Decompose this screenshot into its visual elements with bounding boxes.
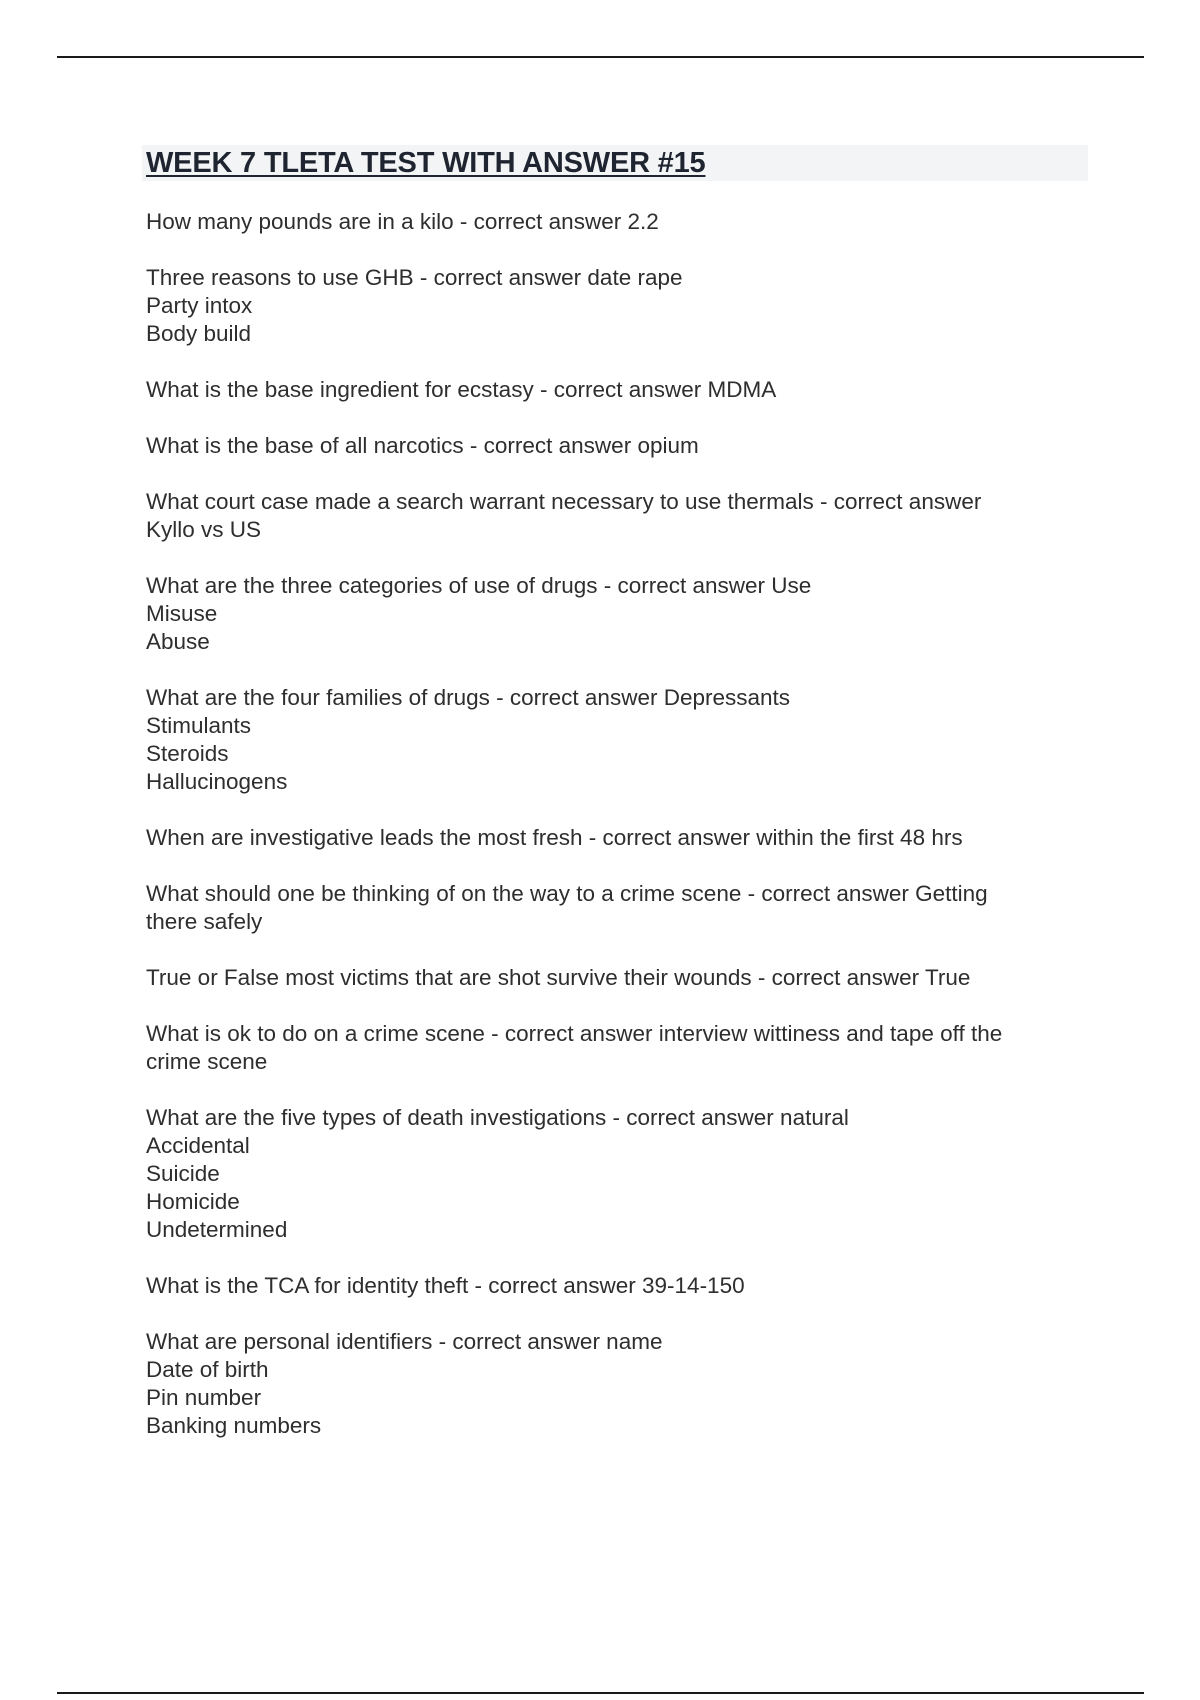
qa-answer-line: Homicide <box>146 1189 240 1214</box>
qa-item <box>146 376 1096 404</box>
header-rule <box>57 56 1144 58</box>
footer-rule <box>57 1692 1144 1694</box>
qa-question: True or False most victims that are shot survive their wounds - correct answer True <box>146 965 971 990</box>
qa-answer-line: Suicide <box>146 1161 220 1186</box>
qa-answer-line: Undetermined <box>146 1217 288 1242</box>
qa-item <box>146 684 1096 796</box>
qa-question: What should one be thinking of on the way to a crime scene - correct answer Getting <box>146 881 988 906</box>
document-title: WEEK 7 TLETA TEST WITH ANSWER #15 <box>146 147 706 179</box>
qa-question: When are investigative leads the most fresh - correct answer within the first 48 hrs <box>146 825 963 850</box>
qa-answer-line: Hallucinogens <box>146 769 288 794</box>
qa-question: What are the four families of drugs - correct answer Depressants <box>146 685 791 710</box>
qa-item <box>146 1020 1096 1076</box>
qa-item <box>146 1104 1096 1244</box>
qa-answer-line: Body build <box>146 321 252 346</box>
qa-item <box>146 208 1096 236</box>
qa-list <box>146 208 1096 1468</box>
qa-item <box>146 1328 1096 1440</box>
qa-answer-line: Accidental <box>146 1133 250 1158</box>
qa-answer-line: Misuse <box>146 601 218 626</box>
qa-answer-line: Steroids <box>146 741 229 766</box>
qa-item <box>146 964 1096 992</box>
qa-question: What is the base of all narcotics - correct answer opium <box>146 433 699 458</box>
qa-question: What are the five types of death investigations - correct answer natural <box>146 1105 849 1130</box>
qa-answer-line: Abuse <box>146 629 210 654</box>
qa-question: What court case made a search warrant necessary to use thermals - correct answer <box>146 489 982 514</box>
qa-answer-line: Party intox <box>146 293 253 318</box>
qa-answer-line: Banking numbers <box>146 1413 322 1438</box>
qa-item <box>146 1272 1096 1300</box>
qa-answer-line: Kyllo vs US <box>146 517 262 542</box>
qa-question: What is ok to do on a crime scene - correct answer interview wittiness and tape off the <box>146 1021 1003 1046</box>
qa-question: Three reasons to use GHB - correct answer date rape <box>146 265 683 290</box>
qa-item <box>146 264 1096 348</box>
qa-question: How many pounds are in a kilo - correct answer 2.2 <box>146 209 659 234</box>
qa-answer-line: there safely <box>146 909 263 934</box>
qa-item <box>146 432 1096 460</box>
qa-answer-line: Stimulants <box>146 713 252 738</box>
qa-answer-line: Pin number <box>146 1385 262 1410</box>
qa-question: What is the base ingredient for ecstasy - correct answer MDMA <box>146 377 777 402</box>
qa-question: What is the TCA for identity theft - correct answer 39-14-150 <box>146 1273 745 1298</box>
qa-answer-line: Date of birth <box>146 1357 269 1382</box>
qa-question: What are the three categories of use of drugs - correct answer Use <box>146 573 812 598</box>
qa-question: What are personal identifiers - correct answer name <box>146 1329 663 1354</box>
qa-item <box>146 880 1096 936</box>
qa-answer-line: crime scene <box>146 1049 268 1074</box>
qa-item <box>146 572 1096 656</box>
qa-item <box>146 488 1096 544</box>
qa-item <box>146 824 1096 852</box>
